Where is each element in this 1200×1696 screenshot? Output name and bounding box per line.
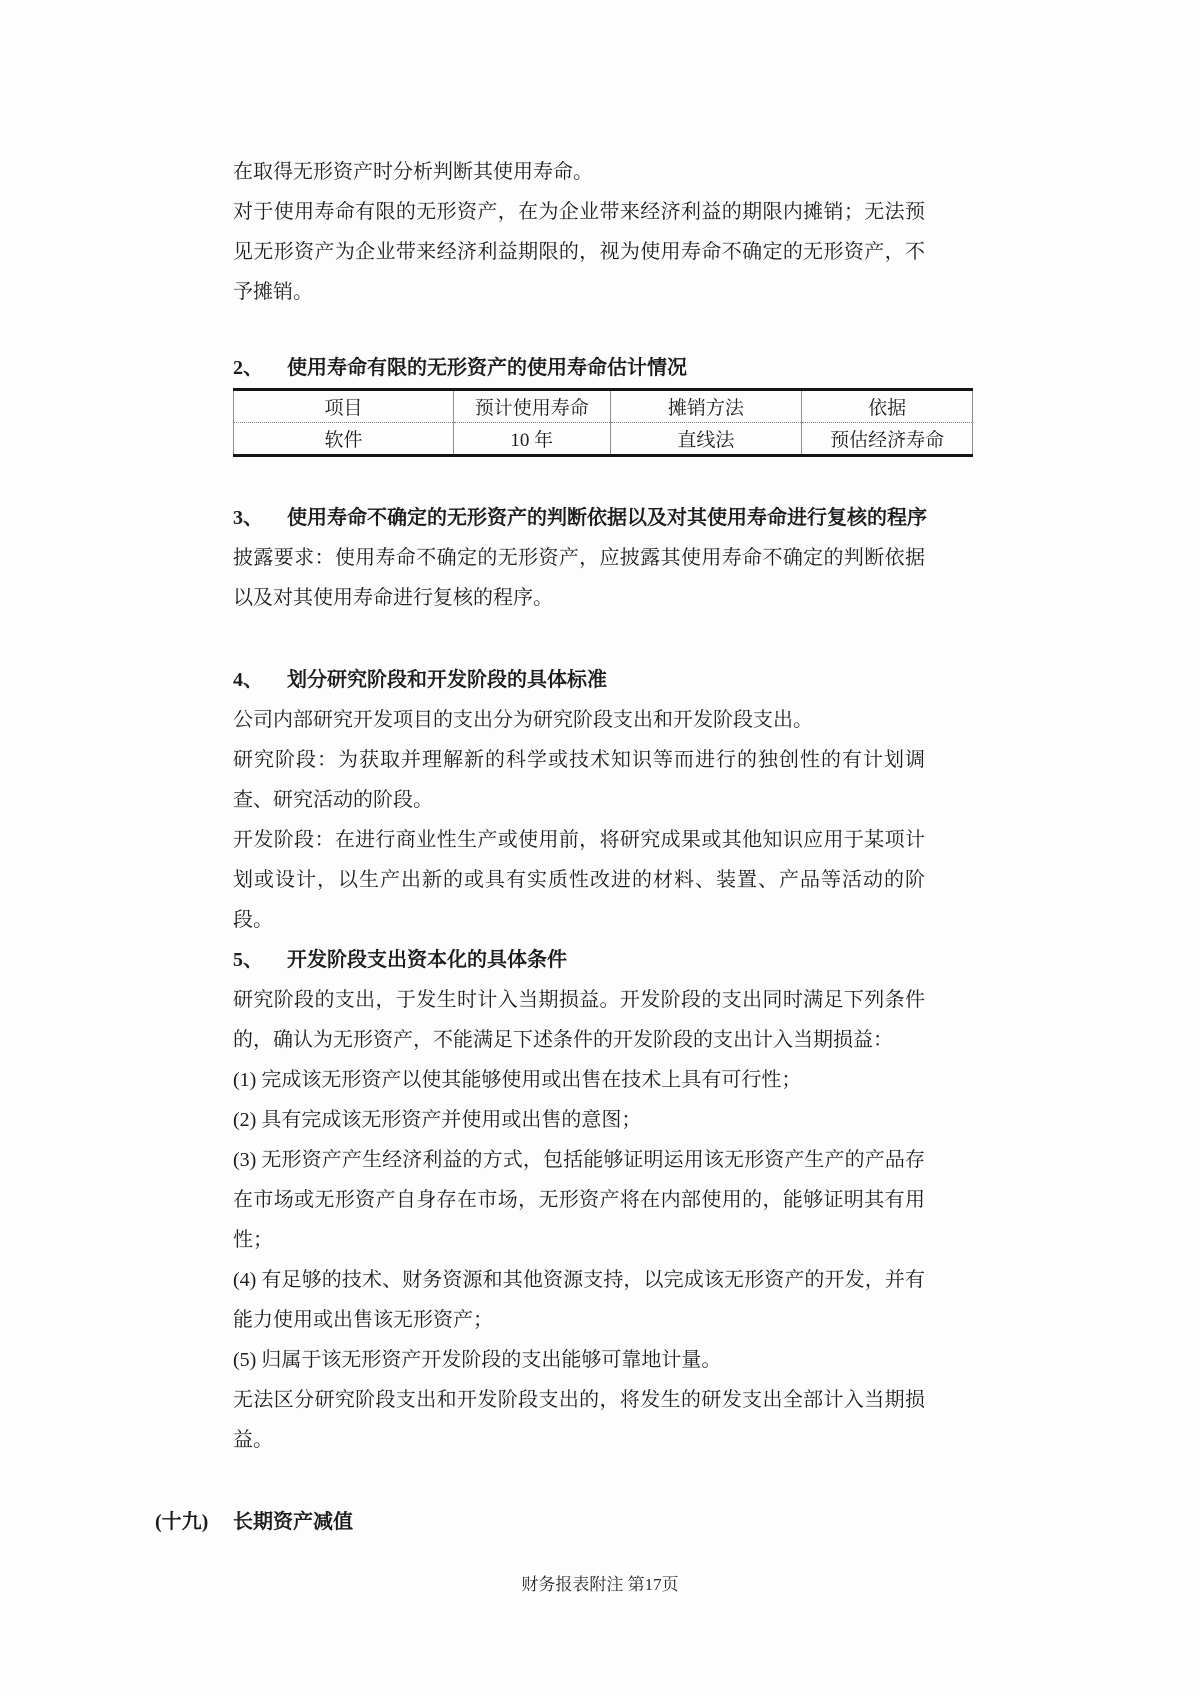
section-3-number: 3、: [233, 507, 263, 529]
section-3-heading: [233, 498, 927, 538]
section-2-heading: [233, 352, 973, 388]
table-header-item: 项目: [234, 391, 454, 423]
table-header-amortization-method: 摊销方法: [610, 391, 802, 423]
intro-paragraph-2: 对于使用寿命有限的无形资产，在为企业带来经济利益的期限内摊销；无法预见无形资产为企业带来经济利益期限的，视为使用寿命不确定的无形资产，不予摊销。: [233, 201, 925, 303]
section-5-number: 5、: [233, 949, 263, 971]
section-5-condition-2: (2) 具有完成该无形资产并使用或出售的意图；: [233, 1109, 642, 1131]
table-header-basis: 依据: [802, 391, 973, 423]
section-5-condition-3: (3) 无形资产产生经济利益的方式，包括能够证明运用该无形资产生产的产品存在市场或无形资产自身存在市场，无形资产将在内部使用的，能够证明其有用性；: [233, 1149, 925, 1251]
section-4: [233, 660, 925, 940]
intro-paragraph-1: 在取得无形资产时分析判断其使用寿命。: [233, 161, 593, 183]
section-4-paragraph-3: 开发阶段：在进行商业性生产或使用前，将研究成果或其他知识应用于某项计划或设计，以生产出新的或具有实质性改进的材料、装置、产品等活动的阶段。: [233, 829, 925, 931]
section-5: [233, 940, 925, 1460]
section-5-condition-5: (5) 归属于该无形资产开发阶段的支出能够可靠地计量。: [233, 1349, 722, 1371]
useful-life-table: [233, 391, 973, 457]
cell-amortization-method: 直线法: [610, 423, 802, 456]
cell-item: 软件: [234, 423, 454, 456]
page-footer: 财务报表附注 第17页: [521, 1575, 679, 1594]
table-row-software: [234, 423, 973, 456]
section-2-number: 2、: [233, 357, 263, 379]
table-header-expected-life: 预计使用寿命: [453, 391, 610, 423]
section-19-title: 长期资产减值: [233, 1511, 353, 1533]
section-3: [233, 498, 927, 618]
cell-expected-life: 10 年: [453, 423, 610, 456]
section-5-condition-4: (4) 有足够的技术、财务资源和其他资源支持，以完成该无形资产的开发，并有能力使用或出售该无形资产；: [233, 1269, 925, 1331]
section-4-paragraph-1: 公司内部研究开发项目的支出分为研究阶段支出和开发阶段支出。: [233, 709, 813, 731]
section-19-number: (十九): [155, 1511, 209, 1533]
section-5-paragraph-1: 研究阶段的支出，于发生时计入当期损益。开发阶段的支出同时满足下列条件的，确认为无形资产，不能满足下述条件的开发阶段的支出计入当期损益：: [233, 989, 925, 1051]
section-2-title: 使用寿命有限的无形资产的使用寿命估计情况: [287, 357, 687, 379]
section-3-title: 使用寿命不确定的无形资产的判断依据以及对其使用寿命进行复核的程序: [287, 507, 927, 529]
section-2: [233, 352, 973, 457]
table-header-row: [234, 391, 973, 423]
section-5-heading: [233, 940, 925, 980]
section-4-paragraph-2: 研究阶段：为获取并理解新的科学或技术知识等而进行的独创性的有计划调查、研究活动的阶段。: [233, 749, 925, 811]
intro-block: [233, 152, 925, 312]
section-19-heading: [155, 1502, 353, 1542]
section-5-condition-1: (1) 完成该无形资产以使其能够使用或出售在技术上具有可行性；: [233, 1069, 802, 1091]
section-4-heading: [233, 660, 925, 700]
section-3-paragraph-1: 披露要求：使用寿命不确定的无形资产，应披露其使用寿命不确定的判断依据以及对其使用寿命进行复核的程序。: [233, 547, 925, 609]
section-5-title: 开发阶段支出资本化的具体条件: [287, 949, 567, 971]
section-4-number: 4、: [233, 669, 263, 691]
section-4-title: 划分研究阶段和开发阶段的具体标准: [287, 669, 607, 691]
cell-basis: 预估经济寿命: [802, 423, 973, 456]
section-5-closing-paragraph: 无法区分研究阶段支出和开发阶段支出的，将发生的研发支出全部计入当期损益。: [233, 1389, 925, 1451]
